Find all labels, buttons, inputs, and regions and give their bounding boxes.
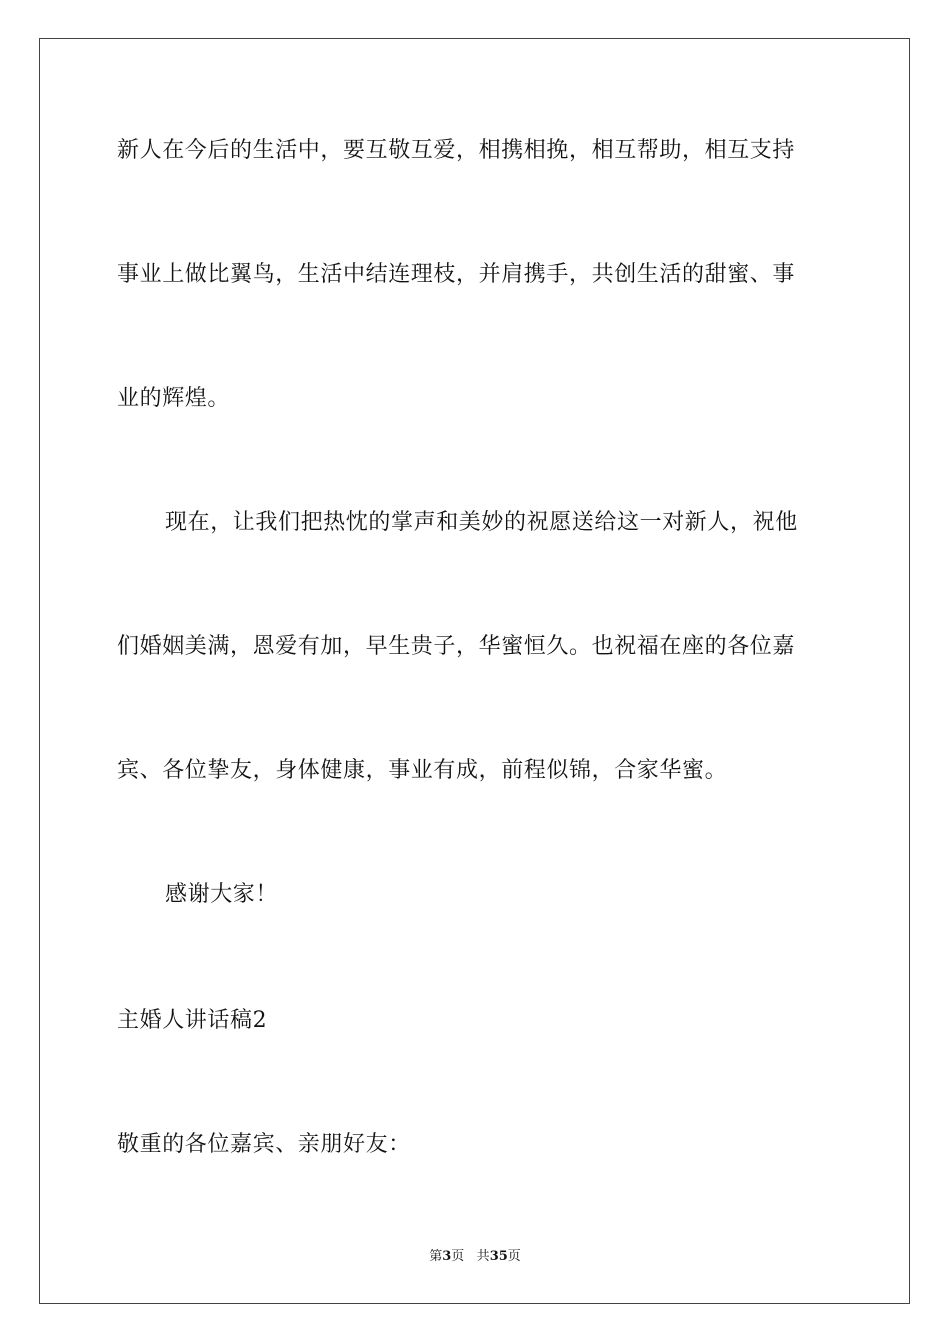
total-pages: 35 [489, 1249, 508, 1264]
closing-line: 感谢大家！ [165, 882, 279, 907]
body-line-4: 现在，让我们把热忱的掌声和美妙的祝愿送给这一对新人，祝他 [165, 510, 798, 535]
page-suffix: 页 [451, 1249, 465, 1264]
body-line-6: 宾、各位挚友，身体健康，事业有成，前程似锦，合家华蜜。 [117, 758, 728, 783]
body-line-2: 事业上做比翼鸟，生活中结连理枝，并肩携手，共创生活的甜蜜、事 [117, 262, 796, 287]
page-footer [0, 1248, 950, 1266]
page-prefix: 第 [429, 1249, 443, 1264]
body-line-3: 业的辉煌。 [117, 386, 231, 411]
salutation-line: 敬重的各位嘉宾、亲朋好友： [117, 1132, 411, 1157]
body-line-1: 新人在今后的生活中，要互敬互爱，相携相挽，相互帮助，相互支持 [117, 138, 796, 163]
body-line-5: 们婚姻美满，恩爱有加，早生贵子，华蜜恒久。也祝福在座的各位嘉 [117, 634, 796, 659]
page-number: 3 [442, 1249, 452, 1264]
page-frame [39, 38, 910, 1304]
total-suffix: 页 [507, 1249, 521, 1264]
total-prefix: 共 [476, 1249, 490, 1264]
section-heading: 主婚人讲话稿2 [117, 1008, 268, 1033]
